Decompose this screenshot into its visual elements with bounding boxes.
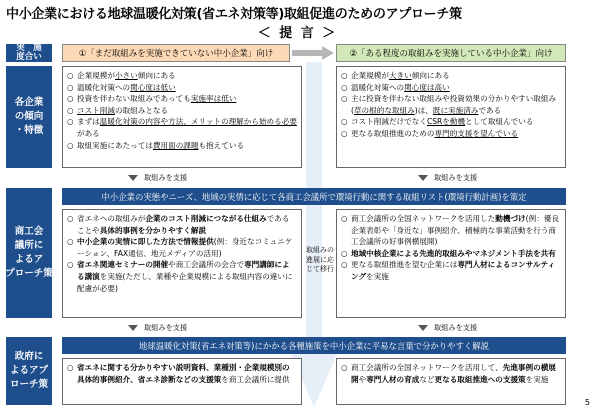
list-item (67, 93, 297, 105)
circle-bullet-icon: ○ (67, 94, 74, 104)
item-text: 商工会議所の全国ネットワークを活用した (351, 214, 496, 223)
page-number: 5 (584, 398, 590, 407)
list-item (341, 70, 561, 82)
row-label-government: 政府に よるアプ ローチ策 (6, 337, 52, 405)
item-text: 更なる取組推進のための (351, 128, 435, 138)
list-item (341, 82, 561, 94)
row-label-chamber: 商工会 議所に よるア プローチ策 (6, 188, 52, 318)
item-text: 更なる取組推進への支援策 (434, 374, 526, 384)
item-text: 省エネに関する分かりやすい説明資料、業種別・企業規模別の具体的事例紹介、省エネ診断などの支援策 (77, 363, 290, 384)
circle-bullet-icon: ○ (341, 94, 348, 104)
characteristics-right-box (336, 66, 566, 168)
item-text: コスト削減 (77, 105, 115, 115)
list-item (341, 128, 561, 140)
support-label-chamber-right: 取組みを支援 (418, 173, 477, 183)
item-text: 傾向にある (411, 71, 450, 80)
item-text: 地域中核企業による先進的取組みやマネジメント手法を共有 (351, 248, 556, 258)
characteristics-left-box (62, 66, 302, 168)
government-right-box (336, 358, 566, 405)
arrow-right-icon (292, 46, 334, 60)
down-triangle-icon (418, 175, 428, 181)
item-text: 専門人材によるコンサルティング (351, 260, 556, 281)
circle-bullet-icon: ○ (341, 363, 348, 372)
item-text: 先進事例の横展開 (351, 363, 556, 384)
middle-transition-note: 取組みの進展に応じて移行 (306, 246, 334, 273)
list-item (67, 116, 297, 139)
item-text: 中小企業の実情に即した方法で情報提供 (77, 237, 214, 247)
item-text: 取組実施にあたっては (77, 140, 153, 150)
list-item (341, 259, 561, 282)
item-text: まずは (77, 117, 100, 127)
column-header-partially-started: ②「ある程度の取組みを実施している中小企業」向け (336, 44, 566, 62)
support-label-gov-right: 取組みを支援 (418, 323, 477, 333)
circle-bullet-icon: ○ (67, 82, 74, 92)
item-text: を商工会議所に提供 (221, 374, 290, 384)
list-item (341, 93, 561, 116)
item-text: 専門的支援を望んでいる (434, 128, 519, 138)
item-text: がある (77, 128, 100, 138)
circle-bullet-icon: ○ (67, 140, 74, 150)
list-item (67, 362, 297, 385)
list-item (67, 259, 297, 294)
circle-bullet-icon: ○ (67, 260, 74, 270)
list-item (67, 105, 297, 117)
item-text: 更なる取組推進を望む企業には (351, 260, 458, 270)
list-item (341, 213, 561, 248)
circle-bullet-icon: ○ (67, 363, 74, 372)
item-text: を実施 (525, 374, 549, 384)
circle-bullet-icon: ○ (341, 71, 348, 80)
circle-bullet-icon: ○ (341, 260, 348, 270)
item-text: 草の根的な取組み (353, 105, 415, 115)
item-text: 企業のコスト削減につながる仕組み (145, 214, 267, 223)
government-banner: 地球温暖化対策(省エネ対策等)にかかる各種施策を中小企業に平易な言葉で分かりやすく解説 (62, 337, 566, 354)
item-text: の取組みとなる (114, 105, 169, 115)
item-text: 投資を伴わない取組みであっても (77, 94, 191, 104)
item-text: を実施 (366, 271, 389, 281)
item-text: (例：身近なコミュニケーション、FAX通信、地元メディアの活用) (77, 237, 293, 258)
list-item (67, 140, 297, 152)
down-triangle-icon (128, 325, 138, 331)
list-item (67, 213, 297, 236)
item-text: や商工会議所の会合で (168, 260, 245, 270)
item-text: 専門人材の育成 (366, 374, 420, 384)
list-item (67, 236, 297, 259)
item-text: 実施率は低い (190, 94, 237, 104)
list-item (67, 82, 297, 94)
chamber-left-box (62, 209, 302, 318)
item-text: 動機づけ (495, 214, 526, 223)
list-item (341, 248, 561, 260)
item-text: 既に実施済み (432, 105, 479, 115)
circle-bullet-icon: ○ (341, 117, 348, 127)
circle-bullet-icon: ○ (341, 214, 348, 223)
chamber-banner: 中小企業の実態やニーズ、地域の実情に応じて各商工会議所で環境行動に関する取組リスト(環境行動計画)を策定 (62, 188, 566, 205)
government-left-box (62, 358, 302, 405)
item-text: も抱えている (198, 140, 245, 150)
circle-bullet-icon: ○ (341, 248, 348, 258)
item-text: CSRを動機 (426, 117, 466, 127)
item-text: である (478, 105, 502, 115)
item-text: 具体的事例を分かりやすく解説 (99, 225, 207, 235)
circle-bullet-icon: ○ (67, 214, 74, 223)
item-text: 関心度は低い (130, 82, 176, 92)
item-text: 傾向にある (137, 71, 176, 80)
item-text: 温暖化対策への (351, 82, 405, 92)
item-text: 省エネへの取組みが (77, 214, 146, 223)
item-text: 小さい (114, 71, 138, 80)
item-text: など (419, 374, 435, 384)
item-text: 省エネ関連セミナーの開催 (77, 260, 169, 270)
item-text: を実施(ただし、業種や企業規模による取組内容の違いに配慮が必要) (77, 271, 293, 293)
item-text: コスト削減だけでなく (351, 117, 427, 127)
circle-bullet-icon: ○ (67, 105, 74, 115)
down-triangle-icon (128, 175, 138, 181)
circle-bullet-icon: ○ (67, 237, 74, 247)
support-label-gov-left: 取組みを支援 (128, 323, 187, 333)
circle-bullet-icon: ○ (341, 82, 348, 92)
item-text: 費用面の課題 (152, 140, 199, 150)
down-triangle-icon (418, 325, 428, 331)
item-text: )は、 (414, 105, 433, 115)
item-text: 温暖化対策への (77, 82, 131, 92)
item-text: 関心度は高い (404, 82, 450, 92)
support-label-chamber-left: 取組みを支援 (128, 173, 187, 183)
list-item (341, 362, 561, 385)
item-text: であることや (77, 214, 290, 235)
circle-bullet-icon: ○ (67, 117, 74, 127)
item-text: 専門講師による講演 (77, 260, 290, 281)
circle-bullet-icon: ○ (341, 128, 348, 138)
circle-bullet-icon: ○ (67, 71, 74, 80)
item-text: や (358, 374, 367, 384)
item-text: 商工会議所の全国ネットワークを活用して、 (351, 363, 503, 372)
row-label-implementation: 実 施 度合い (6, 44, 52, 62)
list-item (67, 70, 297, 82)
item-text: として取組んでいる (465, 117, 534, 127)
page-title: 中小企業における地球温暖化対策(省エネ対策等)取組促進のためのアプローチ策 (6, 7, 462, 22)
page-subtitle: ＜ 提 言 ＞ (257, 26, 338, 41)
item-text: 大きい (388, 71, 412, 80)
item-text: (例：優良企業表彰や「身近な」事例紹介、積極的な事業活動を行う商工会議所の好事例横展開) (351, 214, 559, 247)
item-text: 企業規模が (77, 71, 115, 80)
column-header-not-started: ①「まだ取組みを実施できていない中小企業」向け (62, 44, 290, 62)
chamber-right-box (336, 209, 566, 318)
row-label-characteristics: 各企業 の傾向 ・特徴 (6, 66, 52, 168)
item-text: 企業規模が (351, 71, 389, 80)
list-item (341, 116, 561, 128)
item-text: 温暖化対策の内容や方法、メリットの理解から始める必要 (99, 117, 297, 127)
item-text: 主に投資を伴わない取組みや投資効果の分かりやすい取組み( (351, 94, 557, 115)
